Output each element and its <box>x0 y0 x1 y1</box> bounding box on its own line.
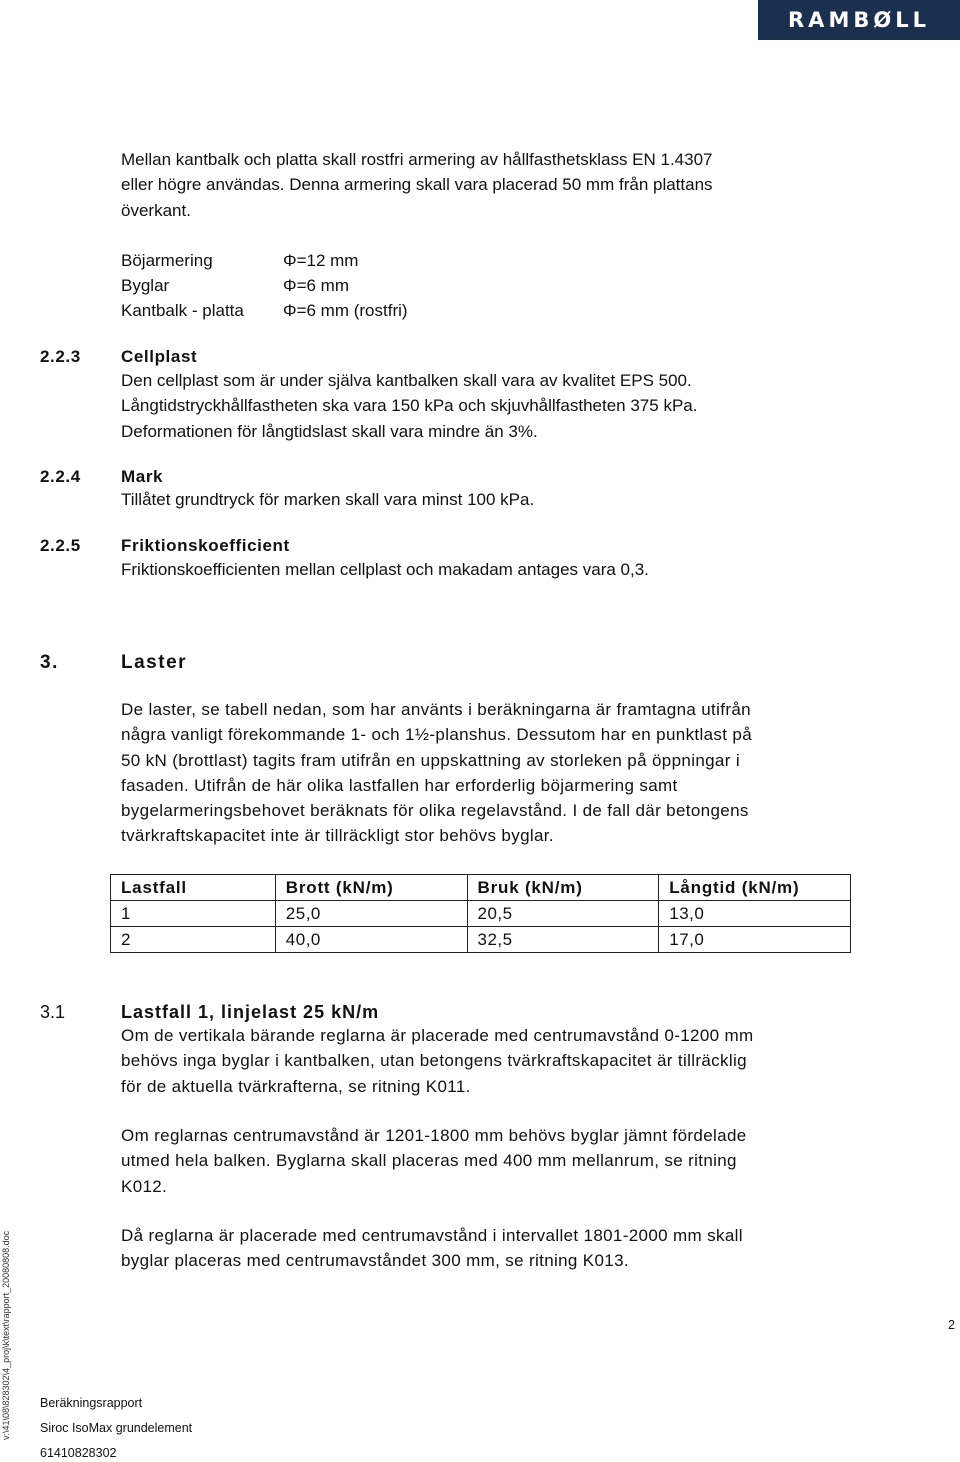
section-heading-mark: Mark <box>121 467 164 486</box>
table-header-cell: Brott (kN/m) <box>275 875 467 901</box>
table-cell: 20,5 <box>467 901 659 927</box>
rebar-label: Böjarmering <box>121 251 213 270</box>
table-header-cell: Bruk (kN/m) <box>467 875 659 901</box>
mark-paragraph <box>121 487 534 512</box>
section-heading-cellplast: Cellplast <box>121 347 198 366</box>
chapter-heading-laster: Laster <box>121 652 188 673</box>
section-number: 3.1 <box>40 1002 66 1022</box>
table-header-cell: Långtid (kN/m) <box>659 875 851 901</box>
table-header-row <box>111 875 851 901</box>
text-line: Då reglarna är placerade med centrumavstånd i intervallet 1801-2000 mm skall <box>121 1226 743 1245</box>
text-line: Tillåtet grundtryck för marken skall vara minst 100 kPa. <box>121 490 535 509</box>
file-path-margin-text: v:\41\08\828302\4_proj\k\text\rapport_20080808.doc <box>1 1230 11 1440</box>
table-cell: 2 <box>111 927 276 953</box>
text-line: byglar placeras med centrumavståndet 300 mm, se ritning K013. <box>121 1251 629 1271</box>
text-line: Mellan kantbalk och platta skall rostfri armering av hållfasthetsklass EN 1.4307 <box>121 150 713 169</box>
text-line: bygelarmeringsbehovet beräknats för olika regelavstånd. I de fall där betongens <box>121 801 749 821</box>
footer-project-number: 61410828302 <box>40 1446 117 1460</box>
text-line: 50 kN (brottlast) tagits fram utifrån en uppskattning av storleken på öppningar i <box>121 750 740 770</box>
table-row <box>111 901 851 927</box>
text-line: Långtidstryckhållfastheten ska vara 150 kPa och skjuvhållfastheten 375 kPa. <box>121 396 698 416</box>
footer-report-type: Beräkningsrapport <box>40 1396 143 1410</box>
text-line: Den cellplast som är under själva kantbalken skall vara av kvalitet EPS 500. <box>121 371 692 390</box>
text-line: tvärkraftskapacitet inte är tillräckligt stor behövs byglar. <box>121 826 554 846</box>
text-line: för de aktuella tvärkrafterna, se ritning K011. <box>121 1076 471 1096</box>
ramboll-logo: RAMBØLL <box>758 0 960 40</box>
footer-project-name: Siroc IsoMax grundelement <box>40 1421 193 1435</box>
section-number: 2.2.3 <box>40 347 81 366</box>
text-line: K012. <box>121 1176 168 1196</box>
text-line: Om reglarnas centrumavstånd är 1201-1800 mm behövs byglar jämnt fördelade <box>121 1126 747 1145</box>
table-cell: 32,5 <box>467 927 659 953</box>
text-line: utmed hela balken. Byglarna skall placeras med 400 mm mellanrum, se ritning <box>121 1151 737 1171</box>
lastfall-paragraph-2 <box>121 1123 747 1199</box>
friktion-paragraph <box>121 557 649 582</box>
table-cell: 1 <box>111 901 276 927</box>
table-header-cell: Lastfall <box>111 875 276 901</box>
section-heading-lastfall-1: Lastfall 1, linjelast 25 kN/m <box>121 1002 380 1022</box>
text-line: Om de vertikala bärande reglarna är placerade med centrumavstånd 0-1200 mm <box>121 1026 754 1045</box>
text-line: behövs inga byglar i kantbalken, utan betongens tvärkraftskapacitet är tillräcklig <box>121 1051 747 1071</box>
table-cell: 40,0 <box>275 927 467 953</box>
laster-paragraph <box>121 697 752 849</box>
table-cell: 25,0 <box>275 901 467 927</box>
chapter-number: 3. <box>40 652 59 673</box>
page-number: 2 <box>948 1318 955 1332</box>
cellplast-paragraph <box>121 368 697 444</box>
text-line: överkant. <box>121 200 191 220</box>
rebar-value: Φ=6 mm (rostfri) <box>283 301 408 320</box>
text-line: De laster, se tabell nedan, som har använts i beräkningarna är framtagna utifrån <box>121 700 751 719</box>
rebar-value: Φ=6 mm <box>283 276 349 295</box>
rebar-value: Φ=12 mm <box>283 251 359 270</box>
table-cell: 17,0 <box>659 927 851 953</box>
rebar-label: Kantbalk - platta <box>121 301 244 320</box>
table-row <box>111 927 851 953</box>
text-line: några vanligt förekommande 1- och 1½-planshus. Dessutom har en punktlast på <box>121 725 753 745</box>
table-cell: 13,0 <box>659 901 851 927</box>
intro-paragraph <box>121 147 713 223</box>
text-line: Friktionskoefficienten mellan cellplast och makadam antages vara 0,3. <box>121 560 649 579</box>
rebar-label: Byglar <box>121 276 170 295</box>
section-number: 2.2.5 <box>40 536 81 555</box>
lastfall-paragraph-3 <box>121 1223 743 1274</box>
text-line: fasaden. Utifrån de här olika lastfallen har erforderlig böjarmering samt <box>121 775 678 795</box>
section-heading-friktion: Friktionskoefficient <box>121 536 290 555</box>
text-line: Deformationen för långtidslast skall vara mindre än 3%. <box>121 421 538 441</box>
section-number: 2.2.4 <box>40 467 81 486</box>
text-line: eller högre användas. Denna armering skall vara placerad 50 mm från plattans <box>121 175 713 195</box>
load-table <box>110 874 851 953</box>
lastfall-paragraph-1 <box>121 1023 754 1099</box>
